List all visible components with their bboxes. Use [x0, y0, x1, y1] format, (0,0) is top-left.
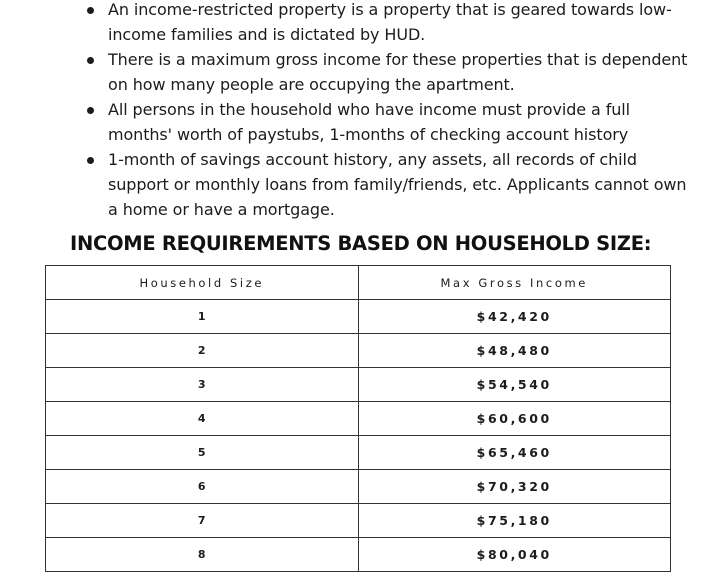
- list-item: [87, 147, 697, 222]
- table-row: [46, 436, 671, 470]
- max-income-cell: $70,320: [358, 470, 671, 504]
- list-item: [87, 0, 697, 47]
- household-size-cell: 4: [46, 402, 359, 436]
- bullet-icon: [87, 107, 94, 114]
- requirements-list: [87, 0, 697, 222]
- household-size-cell: 2: [46, 334, 359, 368]
- table-row: [46, 334, 671, 368]
- column-header-household-size: Household Size: [46, 266, 359, 300]
- table-row: [46, 368, 671, 402]
- requirement-text: 1-month of savings account history, any assets, all records of child support or monthly loans from family/friends, etc. Applicants cannot own a home or have a mortgage.: [108, 150, 687, 219]
- requirement-text: An income-restricted property is a property that is geared towards low-income families and is dictated by HUD.: [108, 0, 672, 44]
- table-row: [46, 470, 671, 504]
- section-heading: INCOME REQUIREMENTS BASED ON HOUSEHOLD SIZE:: [70, 232, 652, 255]
- requirement-text: All persons in the household who have income must provide a full months' worth of paystubs, 1-months of checking account history: [108, 100, 630, 144]
- bullet-icon: [87, 7, 94, 14]
- list-item: [87, 97, 697, 147]
- max-income-cell: $60,600: [358, 402, 671, 436]
- max-income-cell: $42,420: [358, 300, 671, 334]
- max-income-cell: $75,180: [358, 504, 671, 538]
- bullet-icon: [87, 57, 94, 64]
- household-size-cell: 7: [46, 504, 359, 538]
- max-income-cell: $65,460: [358, 436, 671, 470]
- list-item: [87, 47, 697, 97]
- table-row: [46, 504, 671, 538]
- requirement-text: There is a maximum gross income for these properties that is dependent on how many people are occupying the apartment.: [108, 50, 688, 94]
- max-income-cell: $54,540: [358, 368, 671, 402]
- household-size-cell: 8: [46, 538, 359, 572]
- bullet-icon: [87, 157, 94, 164]
- column-header-max-gross-income: Max Gross Income: [358, 266, 671, 300]
- table-row: [46, 402, 671, 436]
- table-row: [46, 538, 671, 572]
- household-size-cell: 6: [46, 470, 359, 504]
- max-income-cell: $48,480: [358, 334, 671, 368]
- max-income-cell: $80,040: [358, 538, 671, 572]
- household-size-cell: 5: [46, 436, 359, 470]
- household-size-cell: 3: [46, 368, 359, 402]
- table-header-row: [46, 266, 671, 300]
- income-table: [45, 265, 671, 572]
- household-size-cell: 1: [46, 300, 359, 334]
- table-row: [46, 300, 671, 334]
